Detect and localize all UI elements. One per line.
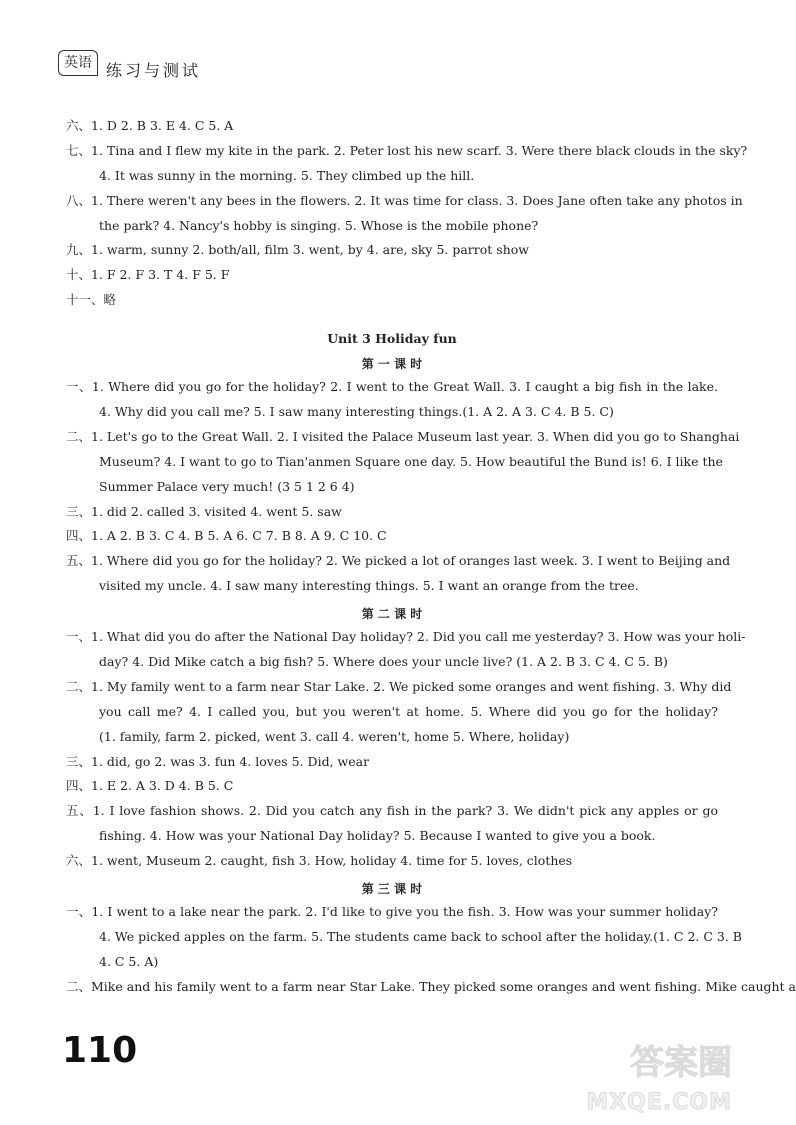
lesson-heading: 第 二 课 时: [361, 607, 423, 622]
answer-line: 九、1. warm, sunny 2. both/all, film 3. went, by 4. are, sky 5. parrot show: [66, 242, 529, 258]
answer-line: 4. C 5. A): [99, 953, 159, 969]
answer-line: 4. It was sunny in the morning. 5. They climbed up the hill.: [99, 167, 475, 183]
answer-line: 三、1. did 2. called 3. visited 4. went 5. saw: [66, 503, 342, 519]
answer-line: 三、1. did, go 2. was 3. fun 4. loves 5. Did, wear: [66, 753, 370, 769]
answer-line: 八、1. There weren't any bees in the flowers. 2. It was time for class. 3. Does Jane often take any photos in: [66, 192, 743, 208]
answer-line: 六、1. went, Museum 2. caught, fish 3. How, holiday 4. time for 5. loves, clothes: [66, 853, 573, 869]
answer-line: 二、1. My family went to a farm near Star Lake. 2. We picked some oranges and went fishing. 3. Why did: [66, 678, 732, 694]
watermark-logo: [586, 1035, 732, 1115]
answer-line: 五、1. Where did you go for the holiday? 2. We picked a lot of oranges last week. 3. I went to Beijing and: [66, 553, 731, 569]
watermark-text: 答案圈: [630, 1043, 732, 1083]
answer-line: 七、1. Tina and I flew my kite in the park. 2. Peter lost his new scarf. 3. Were there black clouds in the sky?: [66, 142, 748, 158]
answer-line: 十、1. F 2. F 3. T 4. F 5. F: [66, 267, 230, 283]
watermark-url: MXQE.COM: [586, 1090, 732, 1115]
unit-heading: Unit 3 Holiday fun: [327, 331, 457, 347]
answer-line: (1. family, farm 2. picked, went 3. call 4. weren't, home 5. Where, holiday): [99, 728, 570, 744]
lesson-heading: 第 三 课 时: [361, 882, 423, 897]
answer-line: the park? 4. Nancy's hobby is singing. 5. Whose is the mobile phone?: [99, 217, 539, 233]
answer-line: 4. We picked apples on the farm. 5. The students came back to school after the holiday.(1. C 2. C 3. B: [99, 928, 742, 944]
answer-content: [66, 114, 796, 1000]
answer-line: 四、1. E 2. A 3. D 4. B 5. C: [66, 778, 234, 794]
answer-line: 一、1. I went to a lake near the park. 2. I'd like to give you the fish. 3. How was your summer holiday?: [66, 904, 718, 920]
answer-line: Summer Palace very much! (3 5 1 2 6 4): [99, 478, 355, 494]
answer-line: 二、1. Let's go to the Great Wall. 2. I visited the Palace Museum last year. 3. When did you go to Shanghai: [66, 428, 740, 444]
answer-line: 一、1. What did you do after the National Day holiday? 2. Did you call me yesterday? 3. How was your holi-: [66, 629, 746, 645]
answer-line: 十一、略: [66, 292, 117, 308]
book-title: 练习与测试: [106, 61, 202, 80]
answer-line: day? 4. Did Mike catch a big fish? 5. Where does your uncle live? (1. A 2. B 3. C 4. C 5. B): [99, 654, 668, 670]
answer-line: visited my uncle. 4. I saw many interesting things. 5. I want an orange from the tree.: [99, 578, 639, 594]
answer-line: fishing. 4. How was your National Day holiday? 5. Because I wanted to give you a book.: [99, 828, 656, 844]
answer-line: you call me? 4. I called you, but you weren't at home. 5. Where did you go for the holiday?: [99, 703, 718, 719]
answer-line: 一、1. Where did you go for the holiday? 2. I went to the Great Wall. 3. I caught a big fish in the lake.: [66, 379, 718, 395]
lesson-heading: 第 一 课 时: [361, 357, 423, 372]
answer-line: 4. Why did you call me? 5. I saw many interesting things.(1. A 2. A 3. C 4. B 5. C): [99, 404, 614, 420]
subject-badge: 英语: [58, 50, 98, 76]
answer-line: 四、1. A 2. B 3. C 4. B 5. A 6. C 7. B 8. A 9. C 10. C: [66, 528, 387, 544]
answer-line: Museum? 4. I want to go to Tian'anmen Square one day. 5. How beautiful the Bund is! 6. I like the: [99, 453, 723, 469]
answer-line: 二、Mike and his family went to a farm near Star Lake. They picked some oranges and went fishing. Mike caught a: [66, 978, 796, 994]
answer-line: 六、1. D 2. B 3. E 4. C 5. A: [66, 118, 234, 133]
page-number: 110: [62, 1030, 138, 1071]
answer-line: 五、1. I love fashion shows. 2. Did you catch any fish in the park? 3. We didn't pick any apples or go: [66, 803, 718, 819]
